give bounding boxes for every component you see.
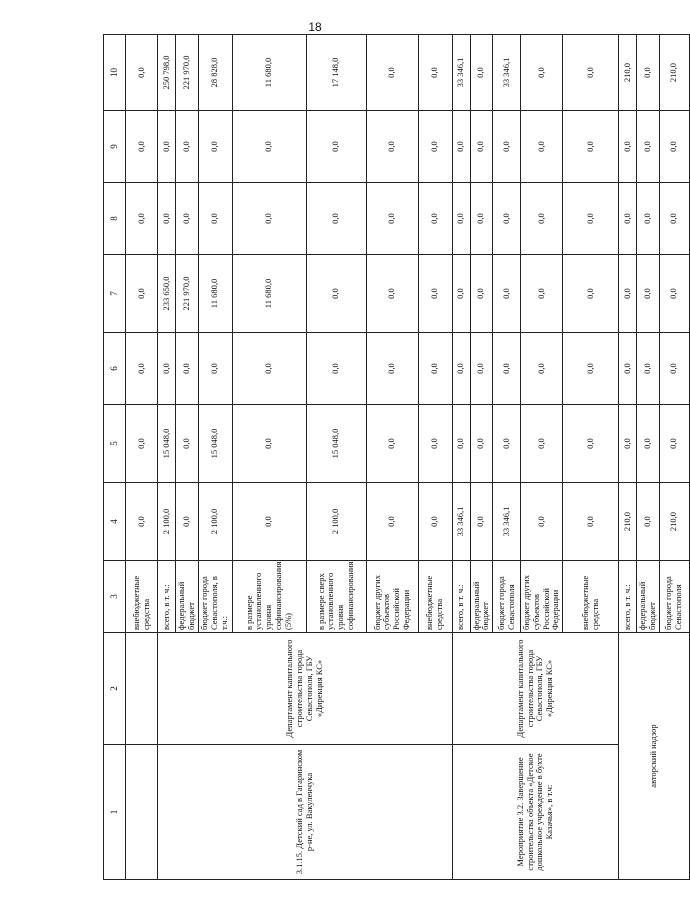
row-label: всего, в т. ч.: [158,561,176,633]
value-cell: 2 100,0 [306,483,366,561]
value-cell: 33 346,1 [452,35,470,111]
value-cell: 0,0 [659,255,689,333]
value-cell: 33 346,1 [493,483,521,561]
item-name-cell: авторский надзор [619,633,690,880]
value-cell: 0,0 [366,255,418,333]
item-name-cell: 3.1.15. Детский сад в Гагаринском р-не, ул. Вакуленчука [158,745,453,880]
value-cell: 0,0 [470,35,493,111]
header-cell: 10 [104,35,126,111]
row-label: федеральный бюджет [470,561,493,633]
value-cell: 210,0 [659,483,689,561]
value-cell: 0,0 [176,183,199,255]
value-cell: 0,0 [452,111,470,183]
value-cell: 0,0 [493,255,521,333]
header-cell: 6 [104,333,126,405]
value-cell: 0,0 [126,405,158,483]
value-cell: 0,0 [659,111,689,183]
row-label: бюджет города Севастополя, в т.ч.: [198,561,232,633]
value-cell: 0,0 [619,111,637,183]
value-cell: 28 828,0 [198,35,232,111]
table-row [158,35,176,880]
item-name-cell: Мероприятие 3.2. Завершение строительства объекта «Детское дошкольное учреждение в бухте Казачья», в т.ч: [452,745,619,880]
row-label: бюджет города Севастополя [659,561,689,633]
table-row [126,35,158,880]
value-cell: 0,0 [306,111,366,183]
value-cell: 0,0 [418,405,452,483]
value-cell: 0,0 [470,483,493,561]
value-cell: 0,0 [452,405,470,483]
value-cell: 0,0 [470,183,493,255]
executor-cell: Департамент капитального строительства города Севастополя, ГБУ «Дирекция КС» [158,633,453,745]
value-cell: 0,0 [418,483,452,561]
value-cell: 0,0 [637,111,660,183]
value-cell: 0,0 [366,333,418,405]
header-cell: 5 [104,405,126,483]
value-cell: 0,0 [126,255,158,333]
value-cell: 0,0 [563,35,619,111]
header-row [104,35,126,880]
value-cell: 2 100,0 [198,483,232,561]
value-cell: 0,0 [521,183,563,255]
value-cell: 210,0 [659,35,689,111]
value-cell: 2 100,0 [158,483,176,561]
value-cell: 0,0 [637,483,660,561]
value-cell: 0,0 [563,333,619,405]
budget-table [103,34,690,880]
value-cell: 0,0 [232,333,306,405]
value-cell: 0,0 [521,255,563,333]
value-cell: 0,0 [158,333,176,405]
row-label: федеральный бюджет [637,561,660,633]
value-cell: 0,0 [659,405,689,483]
page-number: 18 [308,20,322,34]
value-cell: 15 048,0 [158,405,176,483]
value-cell: 0,0 [637,405,660,483]
value-cell: 0,0 [493,111,521,183]
value-cell: 0,0 [126,111,158,183]
value-cell: 0,0 [232,183,306,255]
value-cell: 0,0 [232,111,306,183]
value-cell: 0,0 [418,255,452,333]
value-cell: 0,0 [366,483,418,561]
value-cell: 33 346,1 [452,483,470,561]
header-cell: 7 [104,255,126,333]
value-cell: 0,0 [126,333,158,405]
value-cell: 0,0 [659,183,689,255]
row-label: в размере сверх установленного уровня софинансирования [306,561,366,633]
value-cell: 0,0 [637,333,660,405]
value-cell: 0,0 [418,111,452,183]
value-cell: 0,0 [637,35,660,111]
value-cell: 0,0 [366,111,418,183]
value-cell: 0,0 [232,483,306,561]
value-cell: 0,0 [637,255,660,333]
value-cell: 0,0 [470,255,493,333]
value-cell: 0,0 [176,111,199,183]
value-cell: 0,0 [306,255,366,333]
row-label: бюджет других субъектов Российской Федерации [366,561,418,633]
value-cell: 0,0 [366,183,418,255]
value-cell: 15 048,0 [198,405,232,483]
value-cell: 221 970,0 [176,255,199,333]
header-cell: 9 [104,111,126,183]
value-cell: 0,0 [659,333,689,405]
value-cell: 0,0 [563,483,619,561]
value-cell: 0,0 [637,183,660,255]
rotated-table-container [103,45,684,880]
value-cell: 0,0 [619,183,637,255]
empty-cell [126,633,158,745]
value-cell: 221 970,0 [176,35,199,111]
value-cell: 11 680,0 [198,255,232,333]
value-cell: 11 680,0 [232,35,306,111]
header-cell: 4 [104,483,126,561]
row-label: бюджет города Севастополя [493,561,521,633]
value-cell: 0,0 [493,183,521,255]
row-label: всего, в т. ч.: [619,561,637,633]
value-cell: 0,0 [366,405,418,483]
executor-cell: Департамент капитального строительства города Севастополя, ГБУ «Дирекция КС» [452,633,619,745]
value-cell: 0,0 [366,35,418,111]
table-row [452,35,470,880]
value-cell: 11 680,0 [232,255,306,333]
value-cell: 0,0 [418,333,452,405]
value-cell: 0,0 [452,183,470,255]
value-cell: 0,0 [563,405,619,483]
value-cell: 0,0 [126,35,158,111]
value-cell: 0,0 [126,183,158,255]
value-cell: 0,0 [176,405,199,483]
value-cell: 0,0 [619,333,637,405]
row-label: внебюджетные средства [418,561,452,633]
value-cell: 0,0 [232,405,306,483]
row-label: в размере установленного уровня софинансирования (5%) [232,561,306,633]
value-cell: 0,0 [470,333,493,405]
value-cell: 0,0 [176,483,199,561]
value-cell: 210,0 [619,483,637,561]
value-cell: 0,0 [418,35,452,111]
value-cell: 15 048,0 [306,405,366,483]
value-cell: 0,0 [158,183,176,255]
value-cell: 17 148,0 [306,35,366,111]
header-cell: 8 [104,183,126,255]
value-cell: 0,0 [198,333,232,405]
header-cell: 3 [104,561,126,633]
value-cell: 0,0 [493,405,521,483]
value-cell: 210,0 [619,35,637,111]
value-cell: 0,0 [563,111,619,183]
value-cell: 0,0 [198,183,232,255]
value-cell: 0,0 [493,333,521,405]
value-cell: 0,0 [470,405,493,483]
value-cell: 0,0 [452,255,470,333]
table-frame [103,45,684,880]
table-row [619,35,637,880]
row-label: федеральный бюджет [176,561,199,633]
value-cell: 0,0 [418,183,452,255]
value-cell: 33 346,1 [493,35,521,111]
value-cell: 0,0 [126,483,158,561]
value-cell: 233 650,0 [158,255,176,333]
empty-cell [126,745,158,880]
row-label: бюджет других субъектов Российской Федерации [521,561,563,633]
value-cell: 0,0 [619,405,637,483]
row-label: внебюджетные средства [126,561,158,633]
value-cell: 0,0 [521,111,563,183]
value-cell: 0,0 [158,111,176,183]
row-label: всего, в т. ч.: [452,561,470,633]
header-cell: 1 [104,745,126,880]
value-cell: 0,0 [198,111,232,183]
value-cell: 0,0 [563,183,619,255]
value-cell: 0,0 [306,333,366,405]
header-cell: 2 [104,633,126,745]
value-cell: 0,0 [521,405,563,483]
value-cell: 0,0 [470,111,493,183]
value-cell: 0,0 [452,333,470,405]
value-cell: 0,0 [176,333,199,405]
value-cell: 0,0 [521,333,563,405]
row-label: внебюджетные средства [563,561,619,633]
value-cell: 0,0 [521,483,563,561]
value-cell: 0,0 [563,255,619,333]
value-cell: 0,0 [306,183,366,255]
value-cell: 250 798,0 [158,35,176,111]
value-cell: 0,0 [521,35,563,111]
value-cell: 0,0 [619,255,637,333]
